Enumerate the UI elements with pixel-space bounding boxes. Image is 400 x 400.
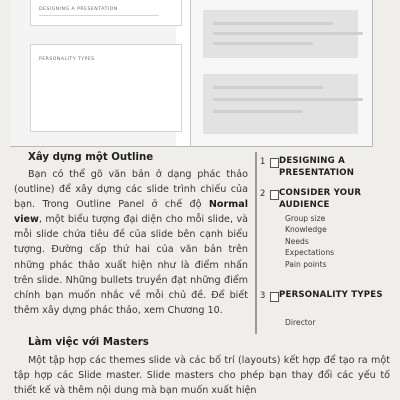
slide-number: 3 bbox=[260, 290, 266, 300]
outline-bullet: Expectations bbox=[285, 248, 335, 258]
outline-bullet-list bbox=[285, 213, 334, 270]
paragraph-text: , một biểu tượng đại diện cho mỗi slide, và mỗi slide chứa tiêu đề của slide bên cạnh biểu tượng. Đường cấp thứ hai của văn bản trên những phác thảo xuất hiện như là điểm nhấn trên slide. Những bullets truyền đạt những điểm chính bạn muốn nhắc về mỗi chủ đề. Để biết thêm xây dựng phác thảo, xem Chương 10. bbox=[14, 214, 248, 316]
body-paragraph-outline bbox=[14, 167, 248, 331]
slide-preview-block-top bbox=[203, 10, 358, 58]
slide-thumbnail-2 bbox=[30, 44, 182, 132]
slide-number: 1 bbox=[260, 156, 266, 166]
placeholder-line bbox=[213, 42, 313, 45]
placeholder-line bbox=[213, 86, 323, 89]
slide-icon bbox=[270, 158, 279, 168]
outline-bullet: Group size bbox=[285, 214, 326, 223]
section-heading-masters: Làm việc với Masters bbox=[28, 337, 149, 348]
slide-thumbnail-2-title: PERSONALITY TYPES bbox=[39, 57, 95, 62]
placeholder-line bbox=[213, 32, 363, 35]
outline-bullet-list bbox=[285, 317, 316, 328]
slide-icon bbox=[270, 190, 279, 200]
placeholder-line bbox=[213, 22, 333, 25]
slide-editing-area bbox=[191, 0, 372, 146]
outline-bullet: Director bbox=[285, 318, 316, 327]
slide-title: DESIGNING A PRESENTATION bbox=[279, 156, 355, 178]
slide-thumbnail-panel bbox=[10, 0, 176, 146]
bold-term: Normal view bbox=[14, 199, 248, 226]
slide-number: 2 bbox=[260, 188, 266, 198]
body-paragraph-masters: Một tập hợp các themes slide và các bố trí (layouts) kết hợp để tạo ra một tập hợp các Slide master. Slide masters cho phép bạn thay đổi các yếu tố thiết kế và thêm nội dung mà bạn muốn xuất hiện bbox=[14, 355, 390, 397]
placeholder-line bbox=[213, 98, 363, 101]
section-heading-outline: Xây dựng một Outline bbox=[28, 152, 154, 163]
slide-title: PERSONALITY TYPES bbox=[279, 290, 383, 300]
slide-icon bbox=[270, 292, 279, 302]
outline-bullet: Pain points bbox=[285, 259, 327, 269]
outline-bullet: Knowledge bbox=[285, 225, 327, 235]
slide-thumbnail-1-title: DESIGNING A PRESENTATION bbox=[39, 7, 118, 12]
placeholder-line bbox=[213, 110, 303, 113]
slide-thumbnail-1-rule bbox=[39, 15, 159, 16]
powerpoint-screenshot bbox=[10, 0, 373, 147]
outline-pane-figure bbox=[255, 152, 397, 334]
slide-preview-block-bottom bbox=[203, 74, 358, 134]
slide-title: CONSIDER YOUR AUDIENCE bbox=[279, 188, 362, 210]
paragraph-text: Bạn có thể gõ văn bản ở dạng phác thảo (outline) để xây dựng các slide trình chiếu của bạn. Trong Outline Panel ở chế độ bbox=[14, 169, 248, 211]
slide-thumbnail-1 bbox=[30, 0, 182, 26]
outline-bullet: Needs bbox=[285, 236, 309, 246]
